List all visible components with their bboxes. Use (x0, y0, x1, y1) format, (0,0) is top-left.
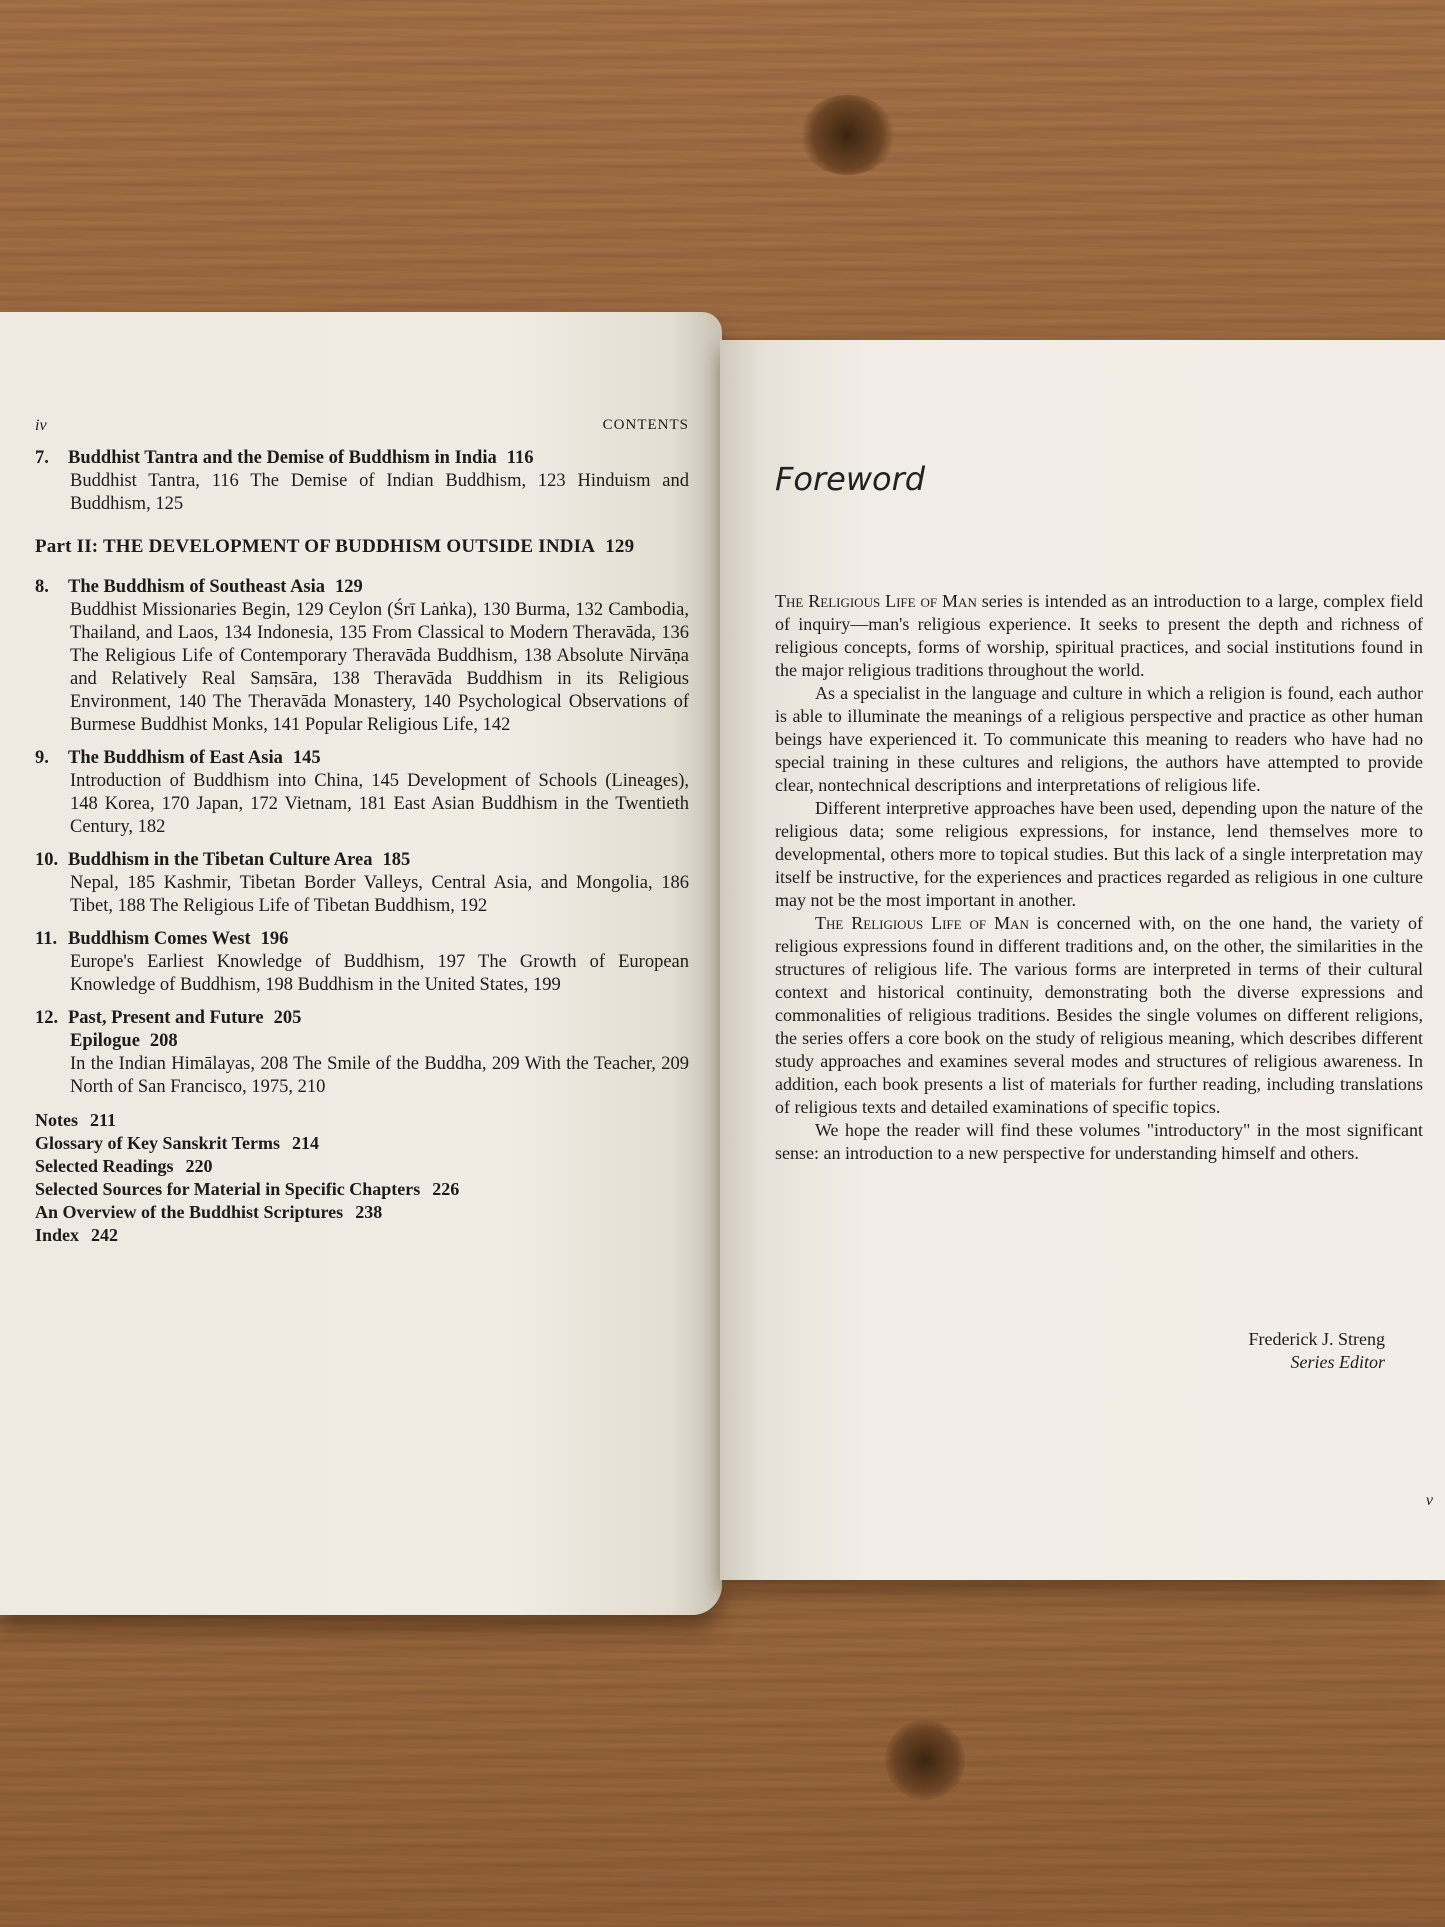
toc-chapter: 9. The Buddhism of East Asia 145 Introduction of Buddhism into China, 145 Development of Schools (Lineages), 148 Korea, 170 Japan, 172 Vietnam, 181 East Asian Buddhism in the Twentieth Century, 182 (35, 748, 689, 837)
toc-subentries: Buddhist Tantra, 116 The Demise of Indian Buddhism, 123 Hinduism and Buddhism, 125 (70, 471, 689, 514)
toc-chapter: 11. Buddhism Comes West 196 Europe's Earliest Knowledge of Buddhism, 197 The Growth of European Knowledge of Buddhism, 198 Buddhism in the United States, 199 (35, 929, 689, 995)
back-matter-item: Notes 211 (35, 1110, 117, 1130)
page-number: v (1425, 1492, 1433, 1509)
toc-chapter: 12. Past, Present and Future 205 Epilogue 208 In the Indian Himālayas, 208 The Smile of the Buddha, 209 With the Teacher, 209 North of San Francisco, 1975, 210 (35, 1008, 689, 1097)
signature-block (1249, 1328, 1385, 1374)
paragraph: Different interpretive approaches have been used, depending upon the nature of the religious data; some religious expressions, for instance, lend themselves more to developmental, others more to topical studies. But this lack of a single interpretation may itself be instructive, for the experiences and practices regarded as religious in one culture may not be the most important in another. (775, 798, 1423, 910)
right-page-foreword (720, 340, 1445, 1580)
wood-knot (800, 95, 895, 175)
foreword-body (775, 590, 1423, 1165)
paragraph: The Religious Life of Man series is intended as an introduction to a large, complex field of inquiry—man's religious experience. It seeks to present the depth and richness of religious concepts, forms of worship, spiritual practices, and social institutions found in the major religious traditions throughout the world. (775, 591, 1423, 680)
back-matter-item: Glossary of Key Sanskrit Terms 214 (35, 1133, 320, 1153)
paragraph: As a specialist in the language and culture in which a religion is found, each author is able to illuminate the meanings of a religious perspective and practice as other human beings have experienced it. To communicate this meaning to readers who have had no special training in these cultures and religions, the authors have attempted to provide clear, nontechnical descriptions and interpretations of religious life. (775, 683, 1423, 795)
back-matter-item: Index 242 (35, 1225, 119, 1245)
toc-subentries: Buddhist Missionaries Begin, 129 Ceylon (Śrī Laṅka), 130 Burma, 132 Cambodia, Thailand, and Laos, 134 Indonesia, 135 From Classical to Modern Theravāda, 136 The Religious Life of Contemporary Theravāda Buddhism, 138 Absolute Nirvāṇa and Relatively Real Saṃsāra, 138 Theravāda Buddhism in its Religious Environment, 140 The Theravāda Monastery, 140 Psychological Observations of Burmese Buddhist Monks, 141 Popular Religious Life, 142 (70, 600, 689, 735)
left-page-contents (0, 312, 722, 1615)
toc-subentries: Nepal, 185 Kashmir, Tibetan Border Valleys, Central Asia, and Mongolia, 186 Tibet, 188 The Religious Life of Tibetan Buddhism, 192 (70, 873, 689, 916)
toc-chapter: 8. The Buddhism of Southeast Asia 129 Buddhist Missionaries Begin, 129 Ceylon (Śrī Laṅka), 130 Burma, 132 Cambodia, Thailand, and Laos, 134 Indonesia, 135 From Classical to Modern Theravāda, 136 The Religious Life of Contemporary Theravāda Buddhism, 138 Absolute Nirvāṇa and Relatively Real Saṃsāra, 138 Theravāda Buddhism in its Religious Environment, 140 The Theravāda Monastery, 140 Psychological Observations of Burmese Buddhist Monks, 141 Popular Religious Life, 142 (35, 577, 689, 735)
back-matter-list (35, 1109, 689, 1247)
part-heading: Part II: THE DEVELOPMENT OF BUDDHISM OUTSIDE INDIA 129 (35, 536, 635, 557)
toc-subentries: Introduction of Buddhism into China, 145 Development of Schools (Lineages), 148 Korea, 170 Japan, 172 Vietnam, 181 East Asian Buddhism in the Twentieth Century, 182 (70, 771, 689, 837)
toc-chapter: 10. Buddhism in the Tibetan Culture Area 185 Nepal, 185 Kashmir, Tibetan Border Valleys, Central Asia, and Mongolia, 186 Tibet, 188 The Religious Life of Tibetan Buddhism, 192 (35, 850, 689, 916)
running-header (35, 417, 689, 435)
running-head-title: CONTENTS (602, 417, 689, 433)
toc-chapter: 7. Buddhist Tantra and the Demise of Buddhism in India 116 Buddhist Tantra, 116 The Demise of Indian Buddhism, 123 Hinduism and Buddhism, 125 (35, 448, 689, 514)
back-matter-item: Selected Readings 220 (35, 1156, 213, 1176)
paragraph: We hope the reader will find these volumes "introductory" in the most significant sense: an introduction to a new perspective for understanding himself and others. (775, 1120, 1423, 1163)
toc-epilogue: Epilogue 208 (70, 1031, 178, 1051)
toc-subentries: In the Indian Himālayas, 208 The Smile of the Buddha, 209 With the Teacher, 209 North of San Francisco, 1975, 210 (70, 1054, 689, 1097)
foreword-title: Foreword (775, 460, 926, 498)
toc-subentries: Europe's Earliest Knowledge of Buddhism, 197 The Growth of European Knowledge of Buddhism, 198 Buddhism in the United States, 199 (70, 952, 689, 995)
back-matter-item: An Overview of the Buddhist Scriptures 238 (35, 1202, 383, 1222)
signature-name: Frederick J. Streng (1248, 1329, 1385, 1349)
signature-role: Series Editor (1290, 1352, 1385, 1372)
paragraph: The Religious Life of Man is concerned with, on the one hand, the variety of religious expressions found in different traditions and, on the other, the similarities in the structures of religious life. The various forms are interpreted in terms of their cultural context and historical continuity, demonstrating both the diverse expressions and commonalities of religious traditions. Besides the single volumes on different religions, the series offers a core book on the study of religious meaning, which describes different study approaches and examines several modes and structures of religious awareness. In addition, each book presents a list of materials for further reading, including translations of religious texts and detailed examinations of specific topics. (775, 913, 1423, 1117)
page-number: iv (35, 417, 47, 434)
wood-knot (885, 1720, 965, 1800)
back-matter-item: Selected Sources for Material in Specific Chapters 226 (35, 1179, 460, 1199)
